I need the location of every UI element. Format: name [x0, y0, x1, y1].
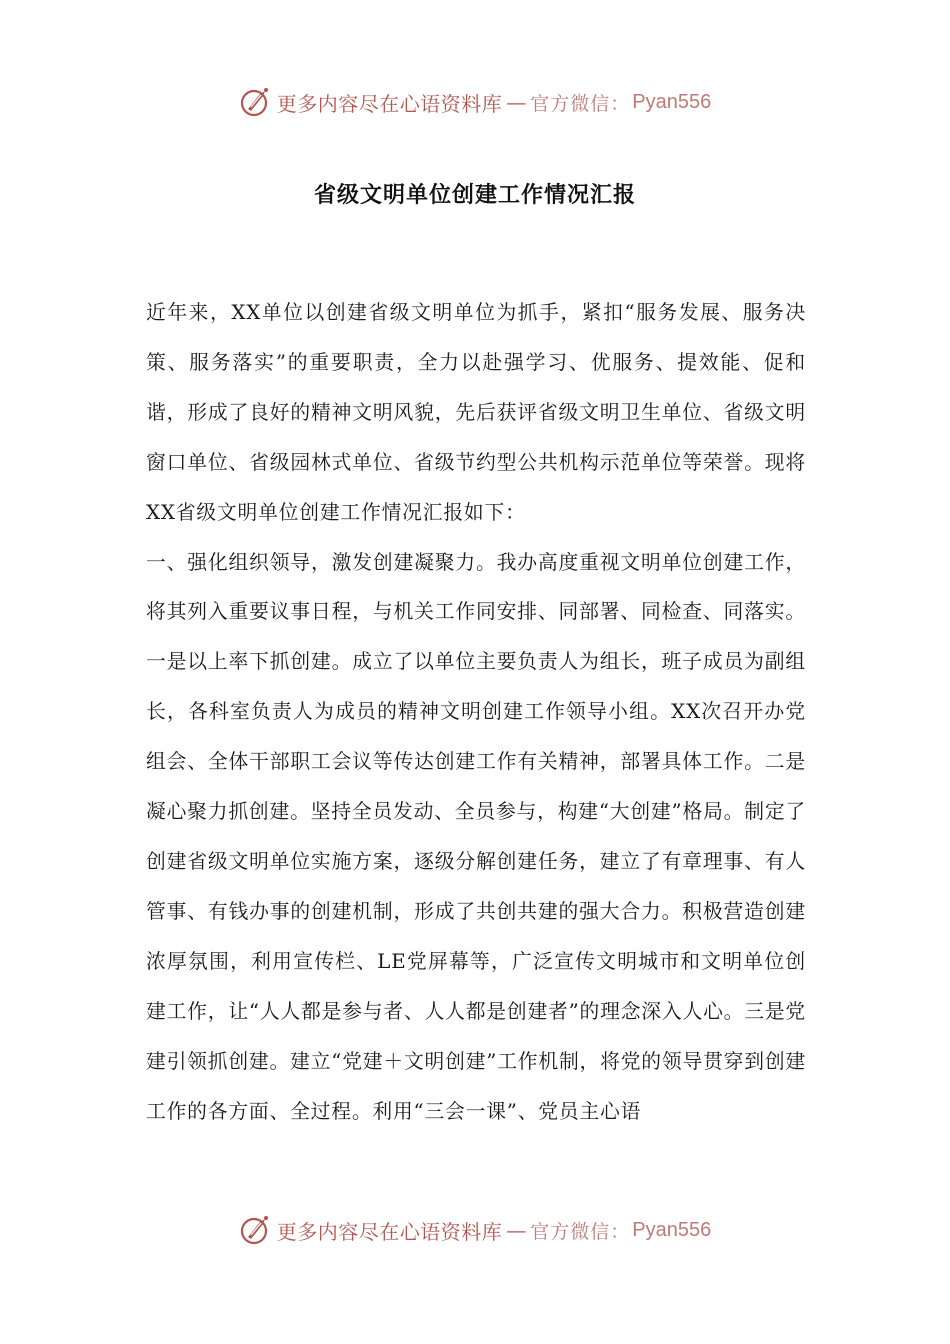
pen-nib-logo-icon	[239, 1213, 273, 1247]
watermark-banner-bottom	[0, 1208, 950, 1252]
watermark-banner-top	[0, 80, 950, 124]
watermark-wechat-label: 官方微信：	[530, 1220, 631, 1243]
pen-nib-logo-icon	[239, 85, 273, 119]
watermark-site-text: 更多内容尽在心语资料库	[276, 1219, 503, 1244]
watermark-wechat-id: Pyan556	[632, 90, 712, 113]
watermark-separator: —	[506, 1218, 527, 1242]
watermark-wechat-id: Pyan556	[632, 1218, 712, 1241]
paragraph-intro: 近年来，XX单位以创建省级文明单位为抓手，紧扣“服务发展、服务决策、服务落实”的重要职责，全力以赴强学习、优服务、提效能、促和谐，形成了良好的精神文明风貌，先后获评省级文明卫生单位、省级文明窗口单位、省级园林式单位、省级节约型公共机构示范单位等荣誉。现将XX省级文明单位创建工作情况汇报如下：	[146, 301, 806, 524]
watermark-separator: —	[506, 90, 527, 114]
paragraph-section-one: 一、强化组织领导，激发创建凝聚力。我办高度重视文明单位创建工作，将其列入重要议事日程，与机关工作同安排、同部署、同检查、同落实。一是以上率下抓创建。成立了以单位主要负责人为组长，班子成员为副组长，各科室负责人为成员的精神文明创建工作领导小组。XX次召开办党组会、全体干部职工会议等传达创建工作有关精神，部署具体工作。二是凝心聚力抓创建。坚持全员发动、全员参与，构建“大创建”格局。制定了创建省级文明单位实施方案，逐级分解创建任务，建立了有章理事、有人管事、有钱办事的创建机制，形成了共创共建的强大合力。积极营造创建浓厚氛围，利用宣传栏、LE党屏幕等，广泛宣传文明城市和文明单位创建工作，让“人人都是参与者、人人都是创建者”的理念深入人心。三是党建引领抓创建。建立“党建＋文明创建”工作机制，将党的领导贯穿到创建工作的各方面、全过程。利用“三会一课”、党员主心语	[146, 550, 806, 1123]
document-title: 省级文明单位创建工作情况汇报	[313, 183, 636, 208]
watermark-wechat-label: 官方微信：	[530, 92, 631, 115]
watermark-site-text: 更多内容尽在心语资料库	[276, 91, 503, 116]
document-body	[146, 288, 806, 1136]
